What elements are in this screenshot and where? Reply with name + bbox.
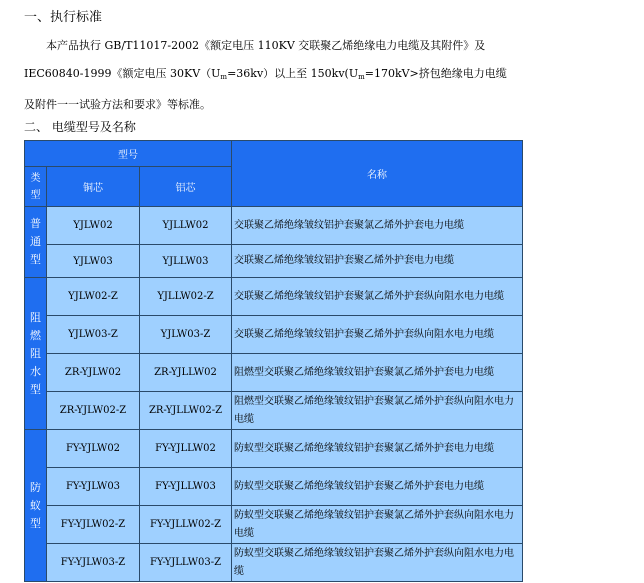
subscript-m: m (358, 73, 365, 81)
table-row (25, 392, 523, 430)
header-model: 型号 (25, 141, 232, 167)
header-name: 名称 (232, 141, 523, 207)
copper-code-cell: ZR-YJLW02-Z (47, 392, 140, 430)
paragraph-line-1: 本产品执行 GB/T11017-2002《额定电压 110KV 交联聚乙烯绝缘电力电缆及其附件》及 (46, 39, 486, 52)
cable-name-cell: 交联聚乙烯绝缘皱纹铝护套聚乙烯外护套纵向阻水电力电缆 (232, 316, 523, 354)
aluminum-code-cell: FY-YJLLW02 (140, 430, 232, 468)
copper-code-cell: YJLW03-Z (47, 316, 140, 354)
cable-name-cell: 防蚁型交联聚乙烯绝缘皱纹铝护套聚氯乙烯外护套电力电缆 (232, 430, 523, 468)
paragraph-line-3: 及附件一一试验方法和要求》等标准。 (24, 98, 211, 111)
type-cell: 普 通 型 (25, 207, 47, 278)
table-row (25, 468, 523, 506)
section-heading-cable-models: 二、 电缆型号及名称 (24, 120, 136, 134)
section-heading-standards: 一、执行标准 (24, 10, 103, 25)
cable-name-cell: 交联聚乙烯绝缘皱纹铝护套聚乙烯外护套电力电缆 (232, 245, 523, 278)
copper-code-cell: FY-YJLW03 (47, 468, 140, 506)
copper-code-cell: FY-YJLW03-Z (47, 544, 140, 582)
table-row (25, 354, 523, 392)
subscript-m: m (220, 73, 228, 81)
aluminum-code-cell: YJLW03-Z (140, 316, 232, 354)
copper-code-cell: YJLW03 (47, 245, 140, 278)
aluminum-code-cell: YJLLW03 (140, 245, 232, 278)
header-type: 类 型 (25, 167, 47, 207)
paragraph-line-2 (24, 60, 624, 91)
aluminum-code-cell: FY-YJLLW03-Z (140, 544, 232, 582)
copper-code-cell: YJLW02 (47, 207, 140, 245)
cable-name-cell: 防蚁型交联聚乙烯绝缘皱纹铝护套聚乙烯外护套电力电缆 (232, 468, 523, 506)
copper-code-cell: YJLW02-Z (47, 278, 140, 316)
aluminum-code-cell: ZR-YJLLW02 (140, 354, 232, 392)
cable-model-table (24, 140, 523, 582)
table-row (25, 316, 523, 354)
cable-name-cell: 交联聚乙烯绝缘皱纹铝护套聚氯乙烯外护套电力电缆 (232, 207, 523, 245)
type-cell: 防 蚁 型 (25, 430, 47, 582)
table-row (25, 278, 523, 316)
aluminum-code-cell: FY-YJLLW02-Z (140, 506, 232, 544)
aluminum-code-cell: YJLLW02 (140, 207, 232, 245)
table-row (25, 207, 523, 245)
header-copper: 铜芯 (47, 167, 140, 207)
line2-part-b: =36kv）以上至 150kv(U (227, 67, 359, 80)
cable-name-cell: 防蚁型交联聚乙烯绝缘皱纹铝护套聚乙烯外护套纵向阻水电力电缆 (232, 544, 523, 582)
aluminum-code-cell: FY-YJLLW03 (140, 468, 232, 506)
table-row (25, 245, 523, 278)
header-aluminum: 铝芯 (140, 167, 232, 207)
table-row (25, 506, 523, 544)
cable-name-cell: 防蚁型交联聚乙烯绝缘皱纹铝护套聚氯乙烯外护套纵向阻水电力电缆 (232, 506, 523, 544)
copper-code-cell: FY-YJLW02-Z (47, 506, 140, 544)
copper-code-cell: FY-YJLW02 (47, 430, 140, 468)
aluminum-code-cell: YJLLW02-Z (140, 278, 232, 316)
table-row (25, 544, 523, 582)
line2-part-a: IEC60840-1999《额定电压 30KV（U (24, 67, 221, 80)
header-row (25, 141, 523, 167)
line2-part-c: =170kV>挤包绝缘电力电缆 (364, 67, 507, 80)
cable-name-cell: 交联聚乙烯绝缘皱纹铝护套聚氯乙烯外护套纵向阻水电力电缆 (232, 278, 523, 316)
cable-name-cell: 阻燃型交联聚乙烯绝缘皱纹铝护套聚氯乙烯外护套纵向阻水电力电缆 (232, 392, 523, 430)
aluminum-code-cell: ZR-YJLLW02-Z (140, 392, 232, 430)
standards-paragraph (24, 32, 624, 119)
cable-name-cell: 阻燃型交联聚乙烯绝缘皱纹铝护套聚氯乙烯外护套电力电缆 (232, 354, 523, 392)
copper-code-cell: ZR-YJLW02 (47, 354, 140, 392)
table-row (25, 430, 523, 468)
type-cell: 阻 燃 阻 水 型 (25, 278, 47, 430)
